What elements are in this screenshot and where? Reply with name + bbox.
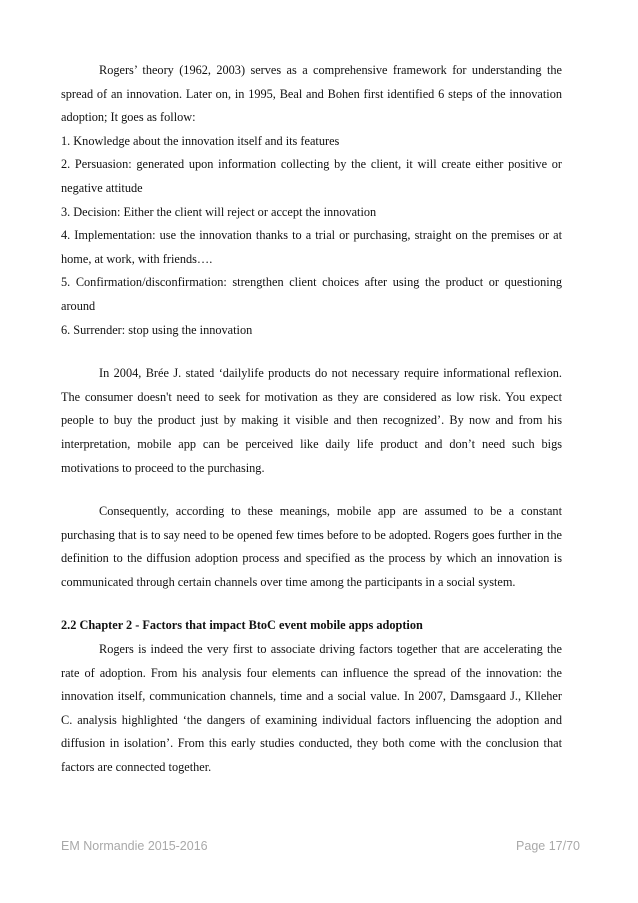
spacer: [61, 342, 562, 362]
paragraph-consequently: Consequently, according to these meanings, mobile app are assumed to be a constant purchasing that is to say need to be opened few times before to be adopted. Rogers goes further in the definition to the diffusion adoption process and specified as the process by which an innovation is communicated through certain channels over time among the participants in a social system.: [61, 504, 562, 589]
list-item-step-6: 6. Surrender: stop using the innovation: [61, 322, 253, 337]
list-item-step-1: 1. Knowledge about the innovation itself and its features: [61, 133, 340, 148]
paragraph-bree: In 2004, Brée J. stated ‘dailylife products do not necessary require informational reflexion. The consumer doesn't need to seek for motivation as they are considered as low risk. You expect people to buy the product just by making it visible and then recognized’. By now and from his interpretation, mobile app can be perceived like daily life product and don’t need such bigs motivations to proceed to the purchasing.: [61, 366, 562, 475]
spacer: [61, 480, 562, 500]
list-item-step-2: 2. Persuasion: generated upon information collecting by the client, it will create either positive or negative attitude: [61, 157, 562, 195]
paragraph-rogers-theory: Rogers’ theory (1962, 2003) serves as a comprehensive framework for understanding the spread of an innovation. Later on, in 1995, Beal and Bohen first identified 6 steps of the innovation adoption; It goes as follow:: [61, 63, 562, 125]
list-item-step-5: 5. Confirmation/disconfirmation: strengthen client choices after using the product or questioning around: [61, 275, 562, 313]
page-body: [61, 59, 562, 780]
spacer: [61, 594, 562, 614]
list-item-step-4: 4. Implementation: use the innovation thanks to a trial or purchasing, straight on the premises or at home, at work, with friends….: [61, 228, 562, 266]
list-item-step-3: 3. Decision: Either the client will reject or accept the innovation: [61, 204, 377, 219]
section-heading: 2.2 Chapter 2 - Factors that impact BtoC event mobile apps adoption: [61, 618, 423, 633]
footer-page-number: Page 17/70: [516, 839, 580, 853]
footer-school-year: EM Normandie 2015-2016: [61, 839, 208, 853]
paragraph-rogers-factors: Rogers is indeed the very first to associate driving factors together that are accelerating the rate of adoption. From his analysis four elements can influence the spread of the innovation: the innovation itself, communication channels, time and a social value. In 2007, Damsgaard J., Klleher C. analysis highlighted ‘the dangers of examining individual factors influencing the adoption and diffusion in isolation’. From this early studies conducted, they both come with the conclusion that factors are connected together.: [61, 642, 562, 775]
